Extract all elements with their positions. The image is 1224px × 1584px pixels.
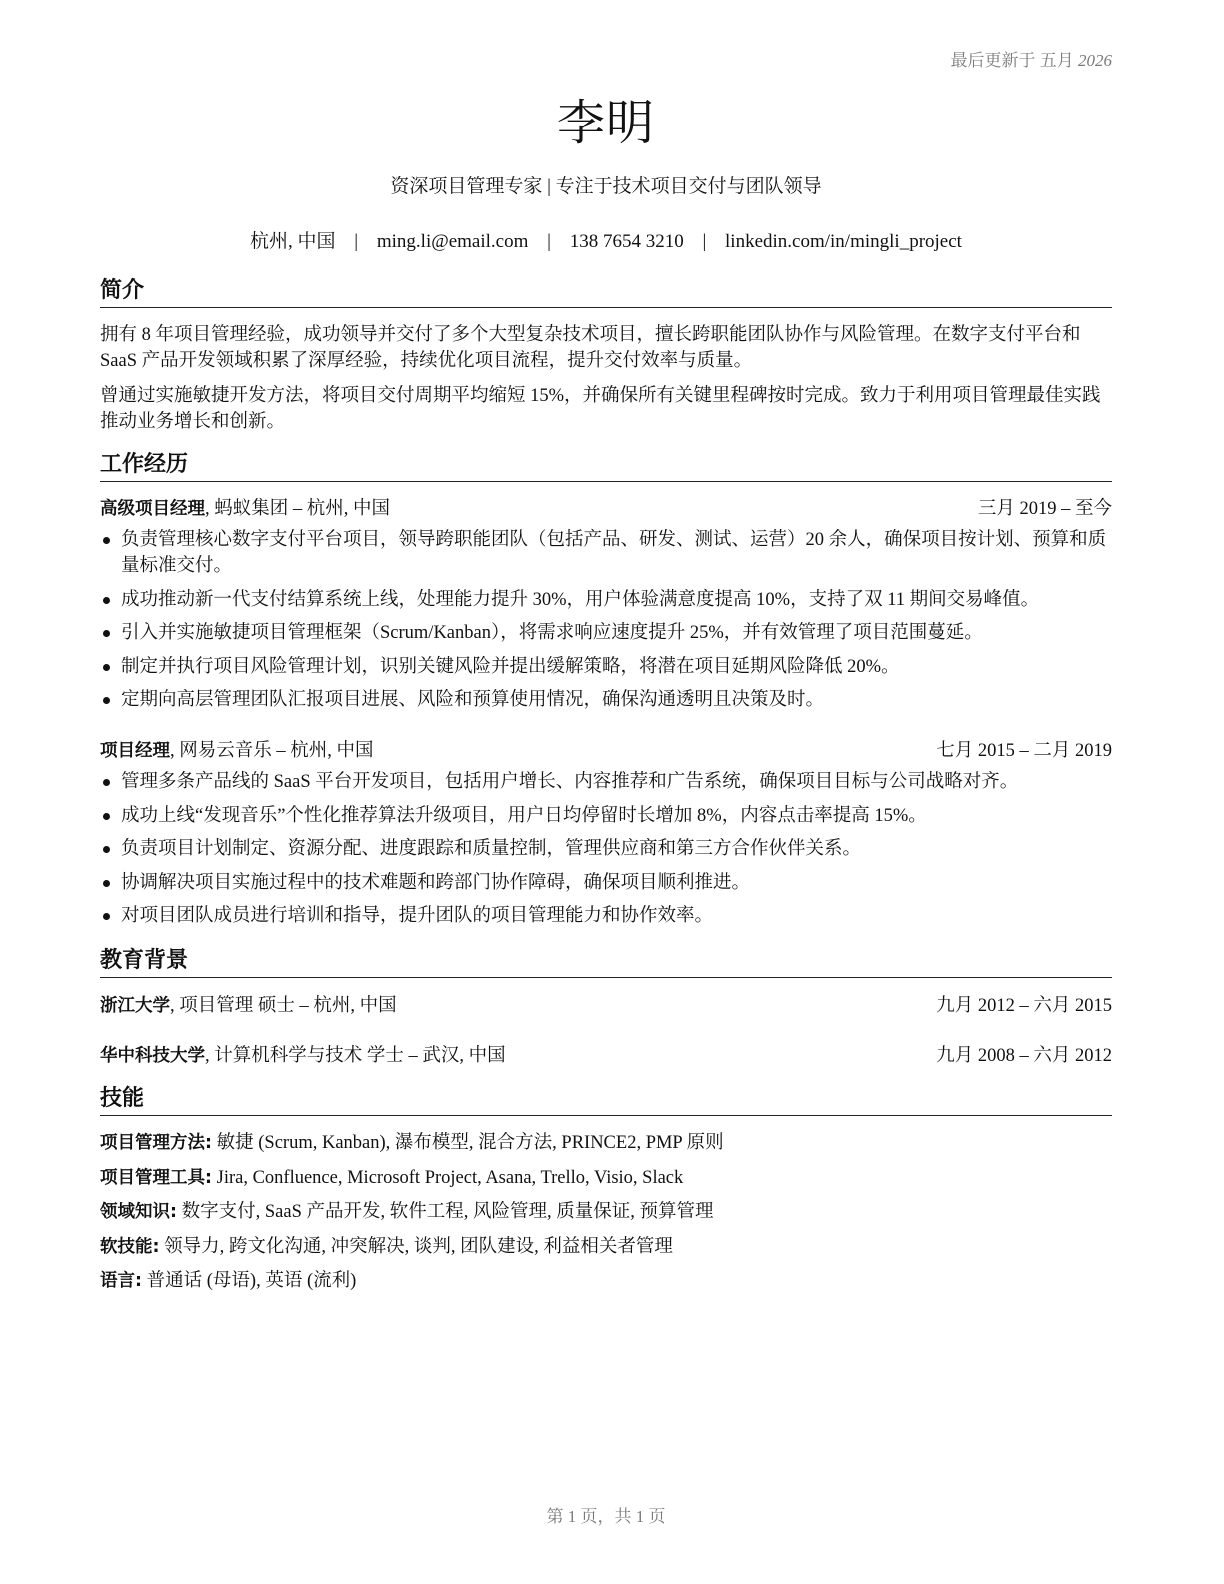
skill-label: 领域知识:	[100, 1202, 177, 1222]
education-dates: 九月 2008 – 六月 2012	[936, 1046, 1112, 1066]
skill-label: 软技能:	[100, 1237, 160, 1257]
list-item: 成功上线“发现音乐”个性化推荐算法升级项目，用户日均停留时长增加 8%，内容点击率提高 15%。	[100, 803, 1112, 829]
job-header	[100, 496, 1112, 522]
job-dates: 三月 2019 – 至今	[977, 499, 1112, 519]
list-item: 成功推动新一代支付结算系统上线，处理能力提升 30%，用户体验满意度提高 10%，支持了双 11 期间交易峰值。	[100, 587, 1112, 613]
list-item: 负责项目计划制定、资源分配、进度跟踪和质量控制，管理供应商和第三方合作伙伴关系。	[100, 836, 1112, 862]
list-item: 管理多条产品线的 SaaS 平台开发项目，包括用户增长、内容推荐和广告系统，确保项目目标与公司战略对齐。	[100, 769, 1112, 795]
list-item: 负责管理核心数字支付平台项目，领导跨职能团队（包括产品、研发、测试、运营）20 余人，确保项目按计划、预算和质量标准交付。	[100, 527, 1112, 579]
skill-line	[100, 1165, 1112, 1191]
skill-value: 普通话 (母语), 英语 (流利)	[142, 1271, 357, 1291]
resume-page	[100, 0, 1112, 1584]
education-school: 浙江大学	[100, 996, 170, 1016]
list-item: 协调解决项目实施过程中的技术难题和跨部门协作障碍，确保项目顺利推进。	[100, 870, 1112, 896]
skill-line	[100, 1268, 1112, 1294]
job-org: , 蚂蚁集团 – 杭州, 中国	[205, 499, 391, 519]
skill-value: 数字支付, SaaS 产品开发, 软件工程, 风险管理, 质量保证, 预算管理	[177, 1202, 714, 1222]
contact-line	[100, 226, 1112, 253]
list-item: 定期向高层管理团队汇报项目进展、风险和预算使用情况，确保沟通透明且决策及时。	[100, 687, 1112, 713]
contact-separator: |	[702, 231, 707, 252]
education-school: 华中科技大学	[100, 1046, 205, 1066]
skill-line	[100, 1199, 1112, 1225]
contact-phone: 138 7654 3210	[569, 231, 684, 252]
summary-paragraph: 拥有 8 年项目管理经验，成功领导并交付了多个大型复杂技术项目，擅长跨职能团队协作与风险管理。在数字支付平台和 SaaS 产品开发领域积累了深厚经验，持续优化项目流程，提升交付效率与质量。	[100, 325, 1081, 371]
summary-paragraph: 曾通过实施敏捷开发方法，将项目交付周期平均缩短 15%，并确保所有关键里程碑按时完成。致力于利用项目管理最佳实践推动业务增长和创新。	[100, 386, 1101, 432]
section-title-experience: 工作经历	[100, 452, 1112, 482]
education-detail: , 计算机科学与技术 学士 – 武汉, 中国	[205, 1046, 506, 1066]
skill-label: 语言:	[100, 1271, 142, 1291]
job-role: 高级项目经理	[100, 499, 205, 519]
job-bullets	[100, 769, 1112, 937]
job-dates: 七月 2015 – 二月 2019	[936, 741, 1112, 761]
skill-value: 领导力, 跨文化沟通, 冲突解决, 谈判, 团队建设, 利益相关者管理	[159, 1237, 673, 1257]
education-entry	[100, 1043, 1112, 1069]
education-title-line	[100, 993, 397, 1019]
skill-value: Jira, Confluence, Microsoft Project, Asana, Trello, Visio, Slack	[212, 1168, 684, 1188]
contact-separator: |	[547, 231, 551, 252]
contact-linkedin[interactable]: linkedin.com/in/mingli_project	[725, 231, 962, 252]
job-org: , 网易云音乐 – 杭州, 中国	[170, 741, 374, 761]
contact-separator: |	[354, 231, 359, 252]
last-updated-label: 最后更新于 五月	[950, 51, 1074, 70]
contact-email[interactable]: ming.li@email.com	[376, 231, 529, 252]
job-role: 项目经理	[100, 741, 170, 761]
headline: 资深项目管理专家 | 专注于技术项目交付与团队领导	[390, 176, 822, 197]
list-item: 引入并实施敏捷项目管理框架（Scrum/Kanban），将需求响应速度提升 25%，并有效管理了项目范围蔓延。	[100, 620, 1112, 646]
job-bullets	[100, 527, 1112, 721]
education-detail: , 项目管理 硕士 – 杭州, 中国	[170, 996, 397, 1016]
education-entry	[100, 993, 1112, 1019]
contact-location: 杭州, 中国	[250, 231, 336, 252]
section-title-education: 教育背景	[100, 948, 1112, 978]
job-header	[100, 738, 1112, 764]
skill-label: 项目管理方法:	[100, 1133, 212, 1153]
page-number: 第 1 页，共 1 页	[546, 1507, 666, 1526]
section-title-summary: 简介	[100, 278, 1112, 308]
list-item: 对项目团队成员进行培训和指导，提升团队的项目管理能力和协作效率。	[100, 903, 1112, 929]
list-item: 制定并执行项目风险管理计划，识别关键风险并提出缓解策略，将潜在项目延期风险降低 20%。	[100, 654, 1112, 680]
skill-line	[100, 1234, 1112, 1260]
skill-value: 敏捷 (Scrum, Kanban), 瀑布模型, 混合方法, PRINCE2, PMP 原则	[212, 1133, 724, 1153]
skill-line	[100, 1130, 1112, 1156]
job-title-line	[100, 496, 390, 522]
section-title-skills: 技能	[100, 1086, 1112, 1116]
candidate-name: 李明	[556, 95, 655, 151]
skill-label: 项目管理工具:	[100, 1168, 212, 1188]
job-title-line	[100, 738, 374, 764]
last-updated	[951, 46, 1113, 71]
last-updated-year: 2026	[1078, 51, 1112, 70]
education-title-line	[100, 1043, 506, 1069]
education-dates: 九月 2012 – 六月 2015	[936, 996, 1112, 1016]
